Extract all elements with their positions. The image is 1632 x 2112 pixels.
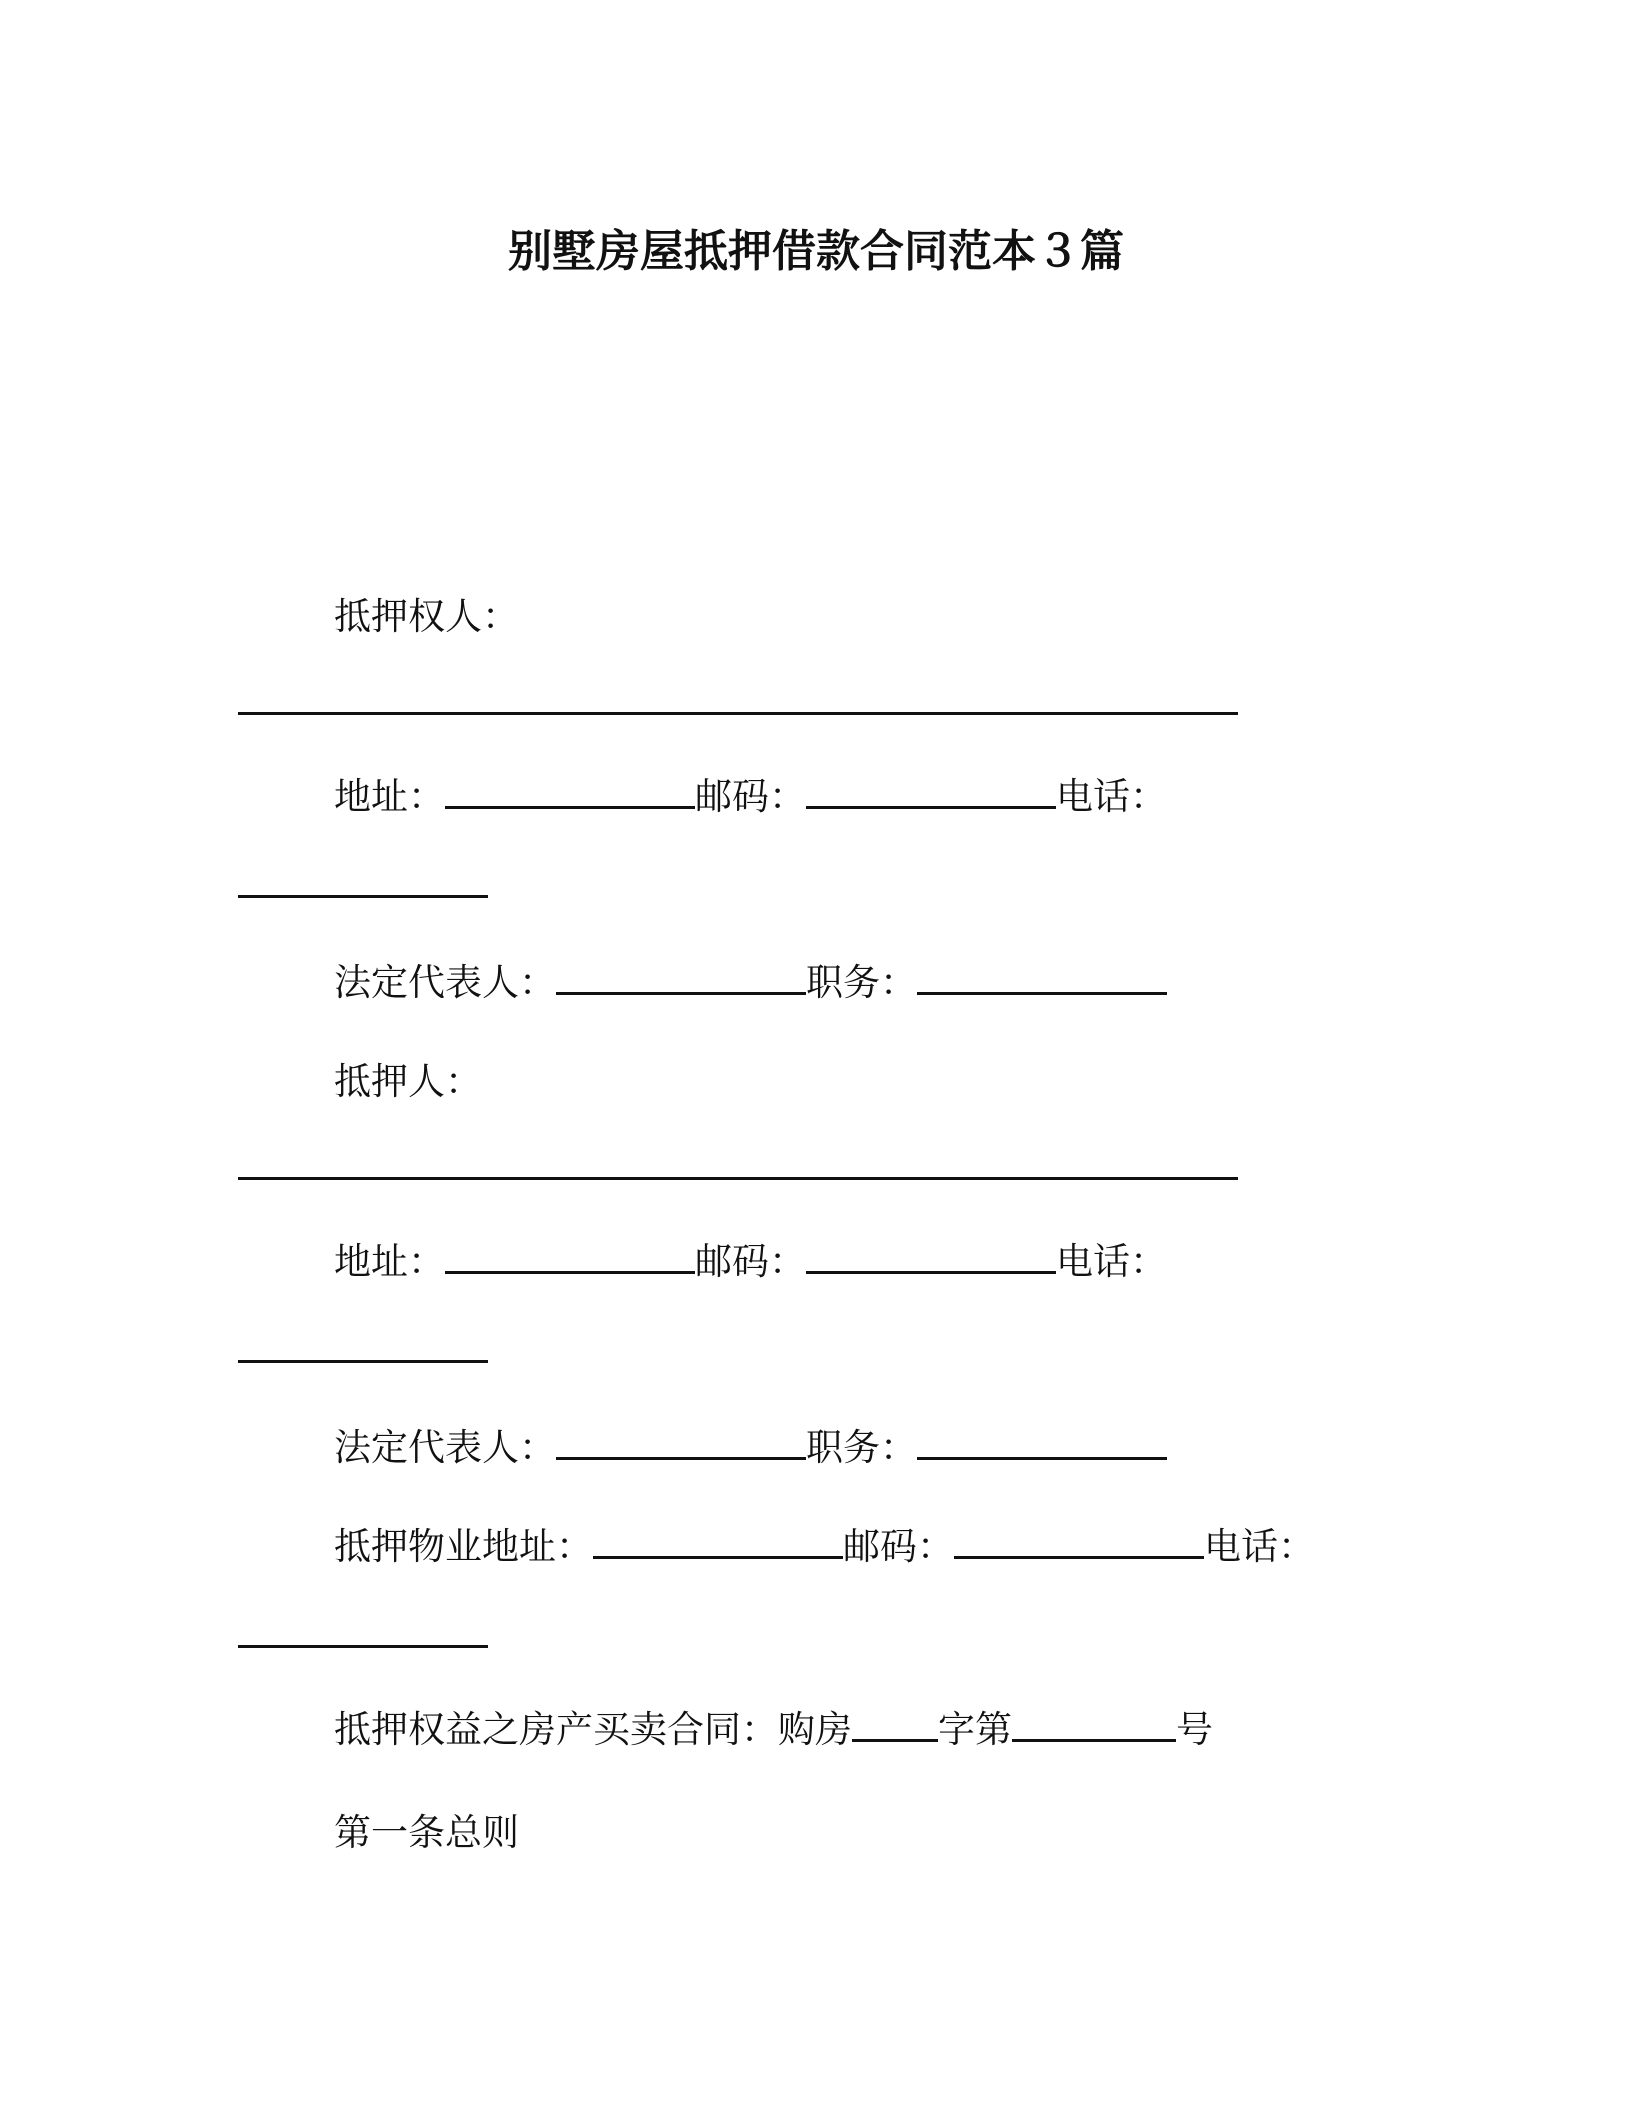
phone-label: 电话： <box>1056 775 1167 818</box>
mortgagee-label: 抵押权人： <box>334 595 519 638</box>
postcode-label: 邮码： <box>695 775 806 818</box>
legal-rep-blank <box>556 958 806 995</box>
phone-label: 电话： <box>1204 1525 1315 1568</box>
mortgagee-legal-rep-line <box>334 958 1167 1008</box>
address-blank <box>445 772 695 809</box>
mortgagee-phone-blank <box>238 895 488 898</box>
document-title: 别墅房屋抵押借款合同范本３篇 <box>508 226 1124 277</box>
position-label: 职务： <box>806 961 917 1004</box>
phone-label: 电话： <box>1056 1240 1167 1283</box>
postcode-blank <box>954 1522 1204 1559</box>
position-blank <box>917 1423 1167 1460</box>
mortgagor-legal-rep-line <box>334 1423 1167 1473</box>
legal-rep-label: 法定代表人： <box>334 961 556 1004</box>
mortgagor-address-line <box>334 1237 1167 1287</box>
contract-ref-blank-2 <box>1012 1705 1176 1742</box>
position-label: 职务： <box>806 1426 917 1469</box>
property-address-label: 抵押物业地址： <box>334 1525 593 1568</box>
contract-ref-prefix: 抵押权益之房产买卖合同：购房 <box>334 1708 852 1751</box>
position-blank <box>917 958 1167 995</box>
mortgagor-phone-blank <box>238 1360 488 1363</box>
mortgagor-label: 抵押人： <box>334 1060 482 1103</box>
section-heading: 第一条总则 <box>334 1811 519 1854</box>
contract-ref-suffix: 号 <box>1176 1708 1213 1751</box>
address-blank <box>445 1237 695 1274</box>
mortgagee-address-line <box>334 772 1167 822</box>
postcode-label: 邮码： <box>695 1240 806 1283</box>
property-address-blank <box>593 1522 843 1559</box>
legal-rep-label: 法定代表人： <box>334 1426 556 1469</box>
address-label: 地址： <box>334 1240 445 1283</box>
postcode-blank <box>806 772 1056 809</box>
postcode-label: 邮码： <box>843 1525 954 1568</box>
contract-ref-line <box>334 1705 1213 1755</box>
legal-rep-blank <box>556 1423 806 1460</box>
mortgagee-name-blank <box>238 712 1238 715</box>
mortgagor-name-blank <box>238 1177 1238 1180</box>
contract-ref-middle: 字第 <box>938 1708 1012 1751</box>
contract-ref-blank-1 <box>852 1705 938 1742</box>
postcode-blank <box>806 1237 1056 1274</box>
property-phone-blank <box>238 1645 488 1648</box>
address-label: 地址： <box>334 775 445 818</box>
property-address-line <box>334 1522 1315 1572</box>
